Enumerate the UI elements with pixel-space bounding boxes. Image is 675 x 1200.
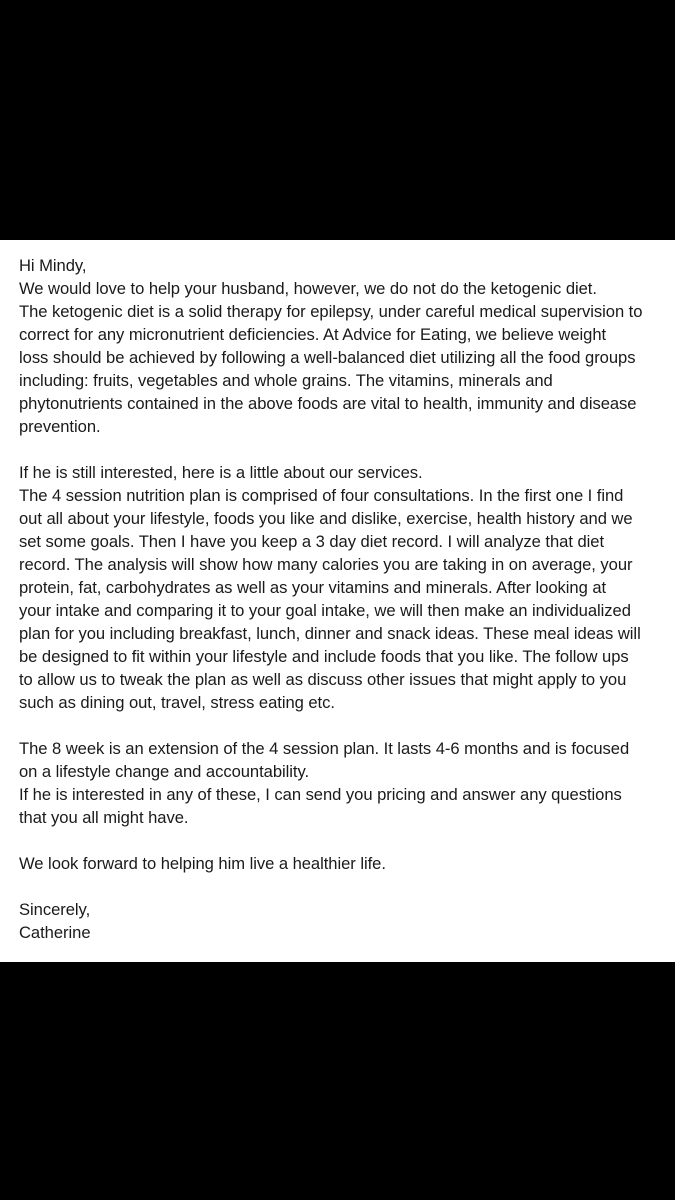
paragraph-spacer bbox=[19, 714, 665, 737]
paragraph-services bbox=[19, 461, 665, 714]
text-line: your intake and comparing it to your goal intake, we will then make an individualized bbox=[19, 601, 631, 620]
text-line: The 8 week is an extension of the 4 session plan. It lasts 4-6 months and is focused bbox=[19, 739, 630, 758]
text-line: The ketogenic diet is a solid therapy for epilepsy, under careful medical supervision to bbox=[19, 302, 643, 321]
text-line: on a lifestyle change and accountability. bbox=[19, 762, 310, 781]
signature: Catherine bbox=[19, 923, 91, 942]
paragraph-spacer bbox=[19, 438, 665, 461]
text-line: that you all might have. bbox=[19, 808, 189, 827]
text-line: such as dining out, travel, stress eating etc. bbox=[19, 693, 335, 712]
text-line: prevention. bbox=[19, 417, 101, 436]
closing: Sincerely, bbox=[19, 900, 91, 919]
greeting: Hi Mindy, bbox=[19, 256, 87, 275]
text-line: If he is interested in any of these, I can send you pricing and answer any questions bbox=[19, 785, 622, 804]
text-line: protein, fat, carbohydrates as well as your vitamins and minerals. After looking at bbox=[19, 578, 607, 597]
text-line: be designed to fit within your lifestyle and include foods that you like. The follow ups bbox=[19, 647, 629, 666]
text-line: The 4 session nutrition plan is comprised of four consultations. In the first one I find bbox=[19, 486, 624, 505]
text-line: set some goals. Then I have you keep a 3 day diet record. I will analyze that diet bbox=[19, 532, 605, 551]
text-line: record. The analysis will show how many calories you are taking in on average, your bbox=[19, 555, 633, 574]
top-black-band bbox=[0, 0, 675, 240]
paragraph-ketogenic bbox=[19, 277, 665, 438]
paragraph-spacer bbox=[19, 829, 665, 852]
text-line: loss should be achieved by following a well-balanced diet utilizing all the food groups bbox=[19, 348, 636, 367]
text-line: out all about your lifestyle, foods you like and dislike, exercise, health history and we bbox=[19, 509, 633, 528]
letter-body bbox=[0, 240, 675, 962]
text-line: plan for you including breakfast, lunch, dinner and snack ideas. These meal ideas will bbox=[19, 624, 641, 643]
text-line: phytonutrients contained in the above foods are vital to health, immunity and disease bbox=[19, 394, 637, 413]
text-line: We would love to help your husband, however, we do not do the ketogenic diet. bbox=[19, 279, 597, 298]
closing-paragraph: We look forward to helping him live a healthier life. bbox=[19, 854, 386, 873]
text-line: including: fruits, vegetables and whole grains. The vitamins, minerals and bbox=[19, 371, 553, 390]
text-line: If he is still interested, here is a little about our services. bbox=[19, 463, 423, 482]
text-line: correct for any micronutrient deficiencies. At Advice for Eating, we believe weight bbox=[19, 325, 607, 344]
paragraph-8-week bbox=[19, 737, 665, 829]
paragraph-spacer bbox=[19, 875, 665, 898]
text-line: to allow us to tweak the plan as well as discuss other issues that might apply to you bbox=[19, 670, 627, 689]
bottom-black-band bbox=[0, 962, 675, 1200]
